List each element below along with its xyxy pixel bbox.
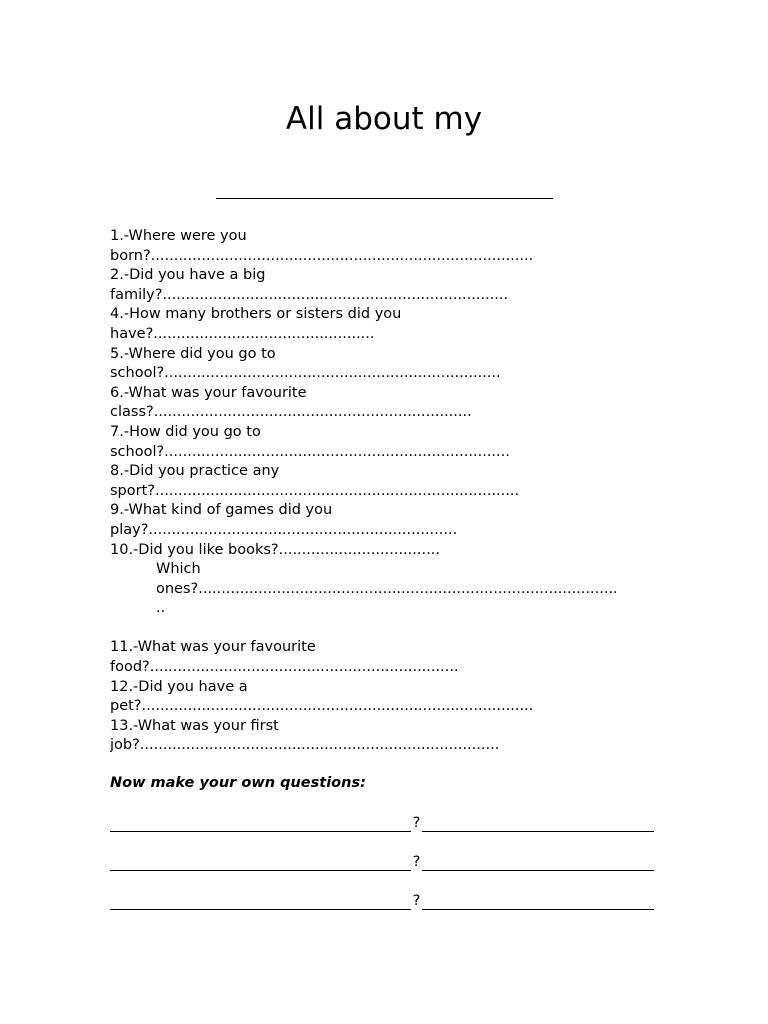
question-13-line-1: 13.-What was your first: [110, 717, 279, 734]
question-13-line-2: job?..............................................................................: [110, 737, 500, 754]
own-question-line-2: [110, 853, 654, 871]
blank-line-right: [422, 909, 654, 910]
question-12-line-1: 12.-Did you have a: [110, 678, 248, 695]
question-10-line-2: Which: [156, 561, 201, 578]
blank-line-left: [110, 870, 411, 871]
question-9-line-2: play?...................................................................: [110, 521, 458, 538]
question-10-line-4: ..: [156, 600, 166, 617]
question-8-line-1: 8.-Did you practice any: [110, 463, 280, 480]
question-10-line-1: 10.-Did you like books?...................................: [110, 541, 440, 558]
question-5-line-1: 5.-Where did you go to: [110, 345, 276, 362]
question-6-line-1: 6.-What was your favourite: [110, 384, 307, 401]
question-8-line-2: sport?...............................................................................: [110, 482, 520, 499]
questions-list: [110, 227, 670, 756]
question-7-line-1: 7.-How did you go to: [110, 423, 261, 440]
question-6-line-2: class?.....................................................................: [110, 404, 472, 421]
question-1-line-1: 1.-Where were you: [110, 228, 247, 244]
question-mark: ?: [412, 854, 421, 870]
own-question-line-3: [110, 892, 654, 910]
blank-line-left: [110, 909, 411, 910]
own-question-line-1: [110, 814, 654, 832]
question-4-line-2: have?................................................: [110, 325, 375, 342]
blank-spacer: [110, 619, 670, 639]
question-2-line-2: family?...........................................................................: [110, 286, 509, 303]
question-mark: ?: [412, 893, 421, 909]
question-11-line-2: food?...................................................................: [110, 659, 459, 676]
question-11-line-1: 11.-What was your favourite: [110, 639, 316, 656]
worksheet-title: All about my: [285, 101, 483, 137]
blank-line-left: [110, 831, 411, 832]
blank-line-right: [422, 831, 654, 832]
question-9-line-1: 9.-What kind of games did you: [110, 502, 333, 519]
question-5-line-2: school?.........................................................................: [110, 365, 501, 382]
blank-line-right: [422, 870, 654, 871]
question-mark: ?: [412, 815, 421, 831]
own-questions-heading: Now make your own questions:: [110, 775, 366, 791]
question-7-line-2: school?...........................................................................: [110, 443, 510, 460]
question-2-line-1: 2.-Did you have a big: [110, 267, 266, 284]
question-4-line-1: 4.-How many brothers or sisters did you: [110, 306, 402, 323]
question-10-line-3: ones?...........................................................................................: [156, 580, 618, 597]
title-blank-line: [216, 198, 553, 199]
question-1-line-2: born?...................................................................................: [110, 247, 534, 264]
question-12-line-2: pet?.....................................................................................: [110, 698, 534, 715]
